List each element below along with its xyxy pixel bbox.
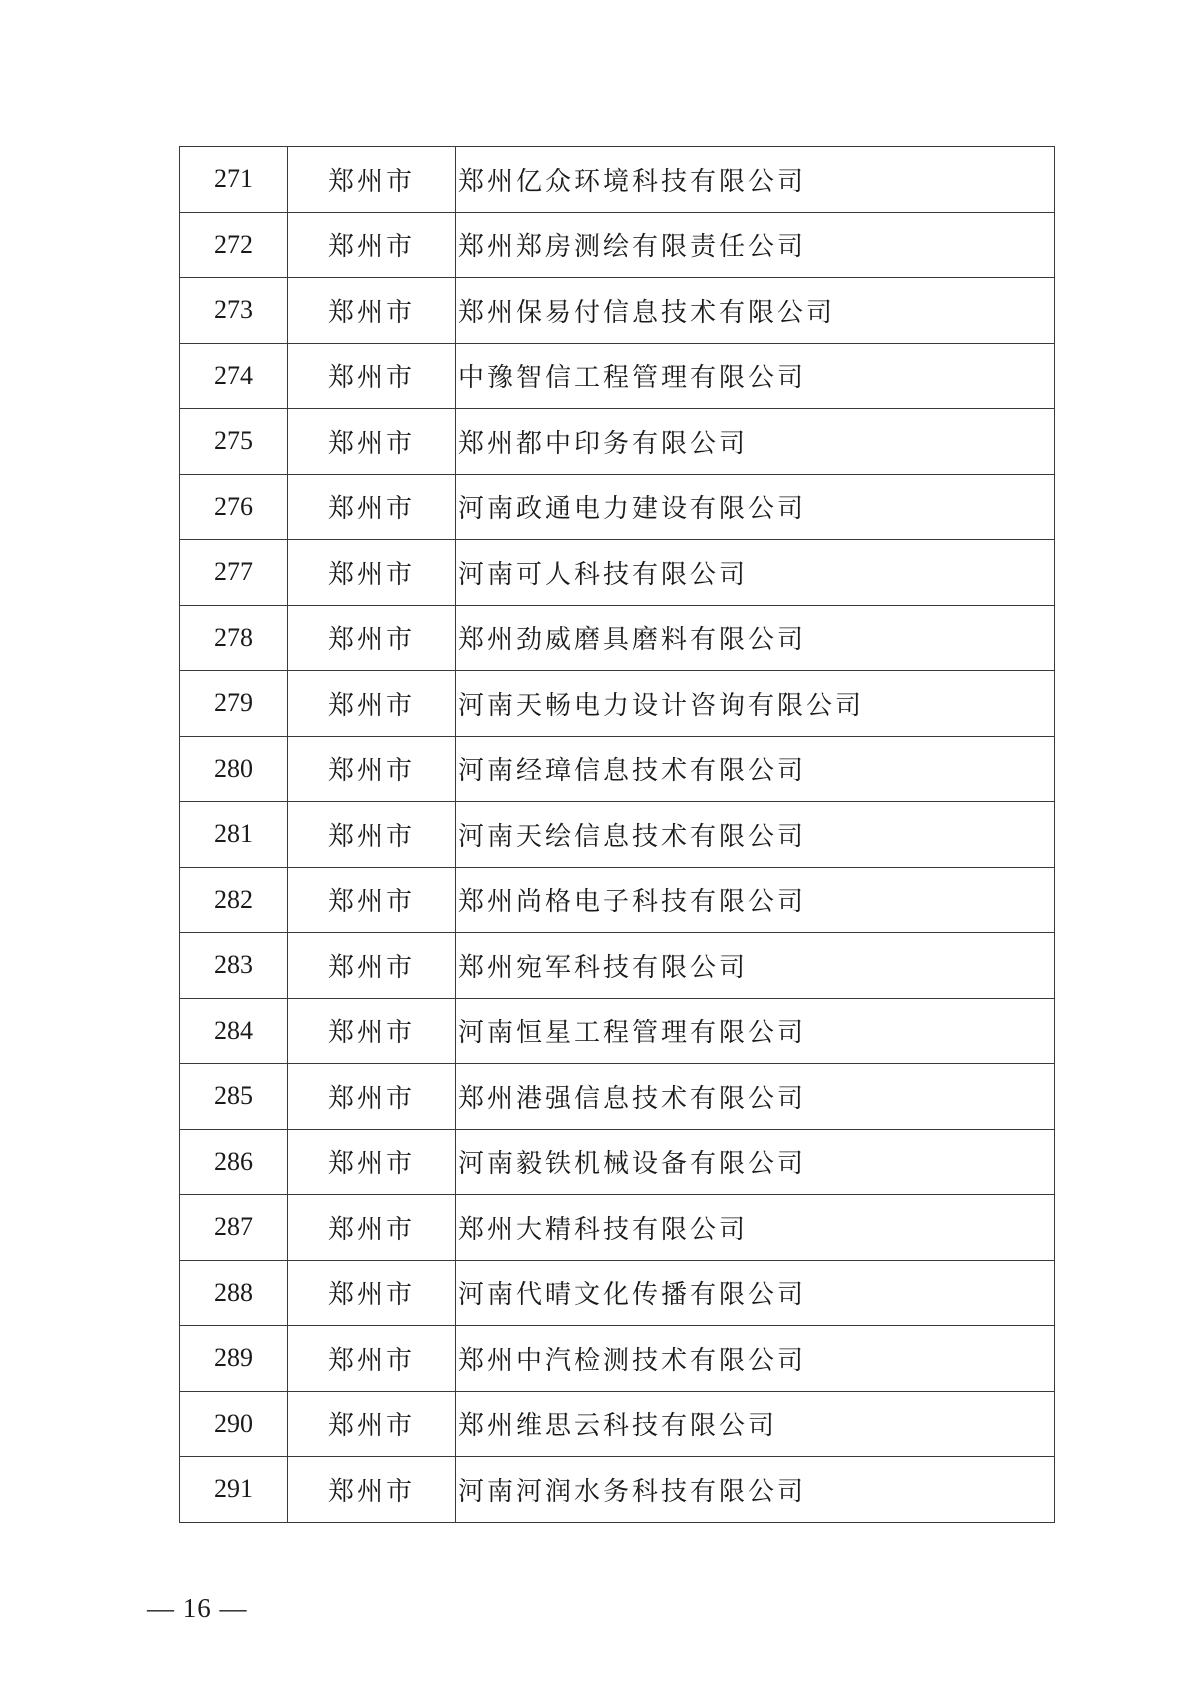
company-name-cell: 郑州维思云科技有限公司 <box>456 1391 1055 1457</box>
table-row <box>180 278 1055 344</box>
company-name-cell: 河南经璋信息技术有限公司 <box>456 736 1055 802</box>
city-cell: 郑州市 <box>288 736 456 802</box>
city-cell: 郑州市 <box>288 671 456 737</box>
city-cell: 郑州市 <box>288 605 456 671</box>
city-cell: 郑州市 <box>288 1064 456 1130</box>
city-cell: 郑州市 <box>288 147 456 213</box>
page-number: — 16 — <box>147 1593 248 1623</box>
city-cell: 郑州市 <box>288 1326 456 1392</box>
company-name-cell: 郑州宛军科技有限公司 <box>456 933 1055 999</box>
row-number-cell: 282 <box>180 867 288 933</box>
row-number-cell: 274 <box>180 343 288 409</box>
row-number-cell: 287 <box>180 1195 288 1261</box>
company-name-cell: 河南恒星工程管理有限公司 <box>456 998 1055 1064</box>
table-row <box>180 1457 1055 1523</box>
table-row <box>180 1129 1055 1195</box>
table-row <box>180 1064 1055 1130</box>
table-row <box>180 1195 1055 1261</box>
row-number-cell: 290 <box>180 1391 288 1457</box>
row-number-cell: 288 <box>180 1260 288 1326</box>
table-row <box>180 671 1055 737</box>
city-cell: 郑州市 <box>288 1391 456 1457</box>
city-cell: 郑州市 <box>288 998 456 1064</box>
city-cell: 郑州市 <box>288 1195 456 1261</box>
city-cell: 郑州市 <box>288 1129 456 1195</box>
city-cell: 郑州市 <box>288 212 456 278</box>
city-cell: 郑州市 <box>288 802 456 868</box>
row-number-cell: 283 <box>180 933 288 999</box>
row-number-cell: 271 <box>180 147 288 213</box>
city-cell: 郑州市 <box>288 1260 456 1326</box>
company-list-body <box>180 147 1055 1523</box>
company-name-cell: 河南毅铁机械设备有限公司 <box>456 1129 1055 1195</box>
company-name-cell: 河南河润水务科技有限公司 <box>456 1457 1055 1523</box>
table-row <box>180 147 1055 213</box>
table-row <box>180 212 1055 278</box>
row-number-cell: 280 <box>180 736 288 802</box>
company-name-cell: 郑州亿众环境科技有限公司 <box>456 147 1055 213</box>
city-cell: 郑州市 <box>288 474 456 540</box>
company-name-cell: 郑州港强信息技术有限公司 <box>456 1064 1055 1130</box>
row-number-cell: 289 <box>180 1326 288 1392</box>
city-cell: 郑州市 <box>288 1457 456 1523</box>
row-number-cell: 276 <box>180 474 288 540</box>
table-row <box>180 605 1055 671</box>
company-name-cell: 河南代晴文化传播有限公司 <box>456 1260 1055 1326</box>
city-cell: 郑州市 <box>288 867 456 933</box>
row-number-cell: 278 <box>180 605 288 671</box>
company-name-cell: 郑州尚格电子科技有限公司 <box>456 867 1055 933</box>
city-cell: 郑州市 <box>288 343 456 409</box>
company-name-cell: 郑州劲威磨具磨料有限公司 <box>456 605 1055 671</box>
row-number-cell: 281 <box>180 802 288 868</box>
table-row <box>180 474 1055 540</box>
table-row <box>180 802 1055 868</box>
company-name-cell: 河南天绘信息技术有限公司 <box>456 802 1055 868</box>
company-name-cell: 郑州都中印务有限公司 <box>456 409 1055 475</box>
city-cell: 郑州市 <box>288 540 456 606</box>
table-row <box>180 1326 1055 1392</box>
row-number-cell: 286 <box>180 1129 288 1195</box>
row-number-cell: 291 <box>180 1457 288 1523</box>
table-row <box>180 736 1055 802</box>
row-number-cell: 273 <box>180 278 288 344</box>
table-row <box>180 933 1055 999</box>
company-name-cell: 郑州郑房测绘有限责任公司 <box>456 212 1055 278</box>
company-name-cell: 郑州大精科技有限公司 <box>456 1195 1055 1261</box>
company-name-cell: 河南可人科技有限公司 <box>456 540 1055 606</box>
company-name-cell: 河南天畅电力设计咨询有限公司 <box>456 671 1055 737</box>
row-number-cell: 284 <box>180 998 288 1064</box>
city-cell: 郑州市 <box>288 409 456 475</box>
table-row <box>180 1260 1055 1326</box>
city-cell: 郑州市 <box>288 933 456 999</box>
row-number-cell: 275 <box>180 409 288 475</box>
row-number-cell: 272 <box>180 212 288 278</box>
company-name-cell: 中豫智信工程管理有限公司 <box>456 343 1055 409</box>
row-number-cell: 279 <box>180 671 288 737</box>
company-name-cell: 郑州保易付信息技术有限公司 <box>456 278 1055 344</box>
company-name-cell: 河南政通电力建设有限公司 <box>456 474 1055 540</box>
row-number-cell: 277 <box>180 540 288 606</box>
city-cell: 郑州市 <box>288 278 456 344</box>
company-list-table <box>179 146 1055 1523</box>
row-number-cell: 285 <box>180 1064 288 1130</box>
company-name-cell: 郑州中汽检测技术有限公司 <box>456 1326 1055 1392</box>
table-row <box>180 998 1055 1064</box>
table-row <box>180 343 1055 409</box>
table-row <box>180 409 1055 475</box>
table-row <box>180 540 1055 606</box>
table-row <box>180 867 1055 933</box>
table-row <box>180 1391 1055 1457</box>
